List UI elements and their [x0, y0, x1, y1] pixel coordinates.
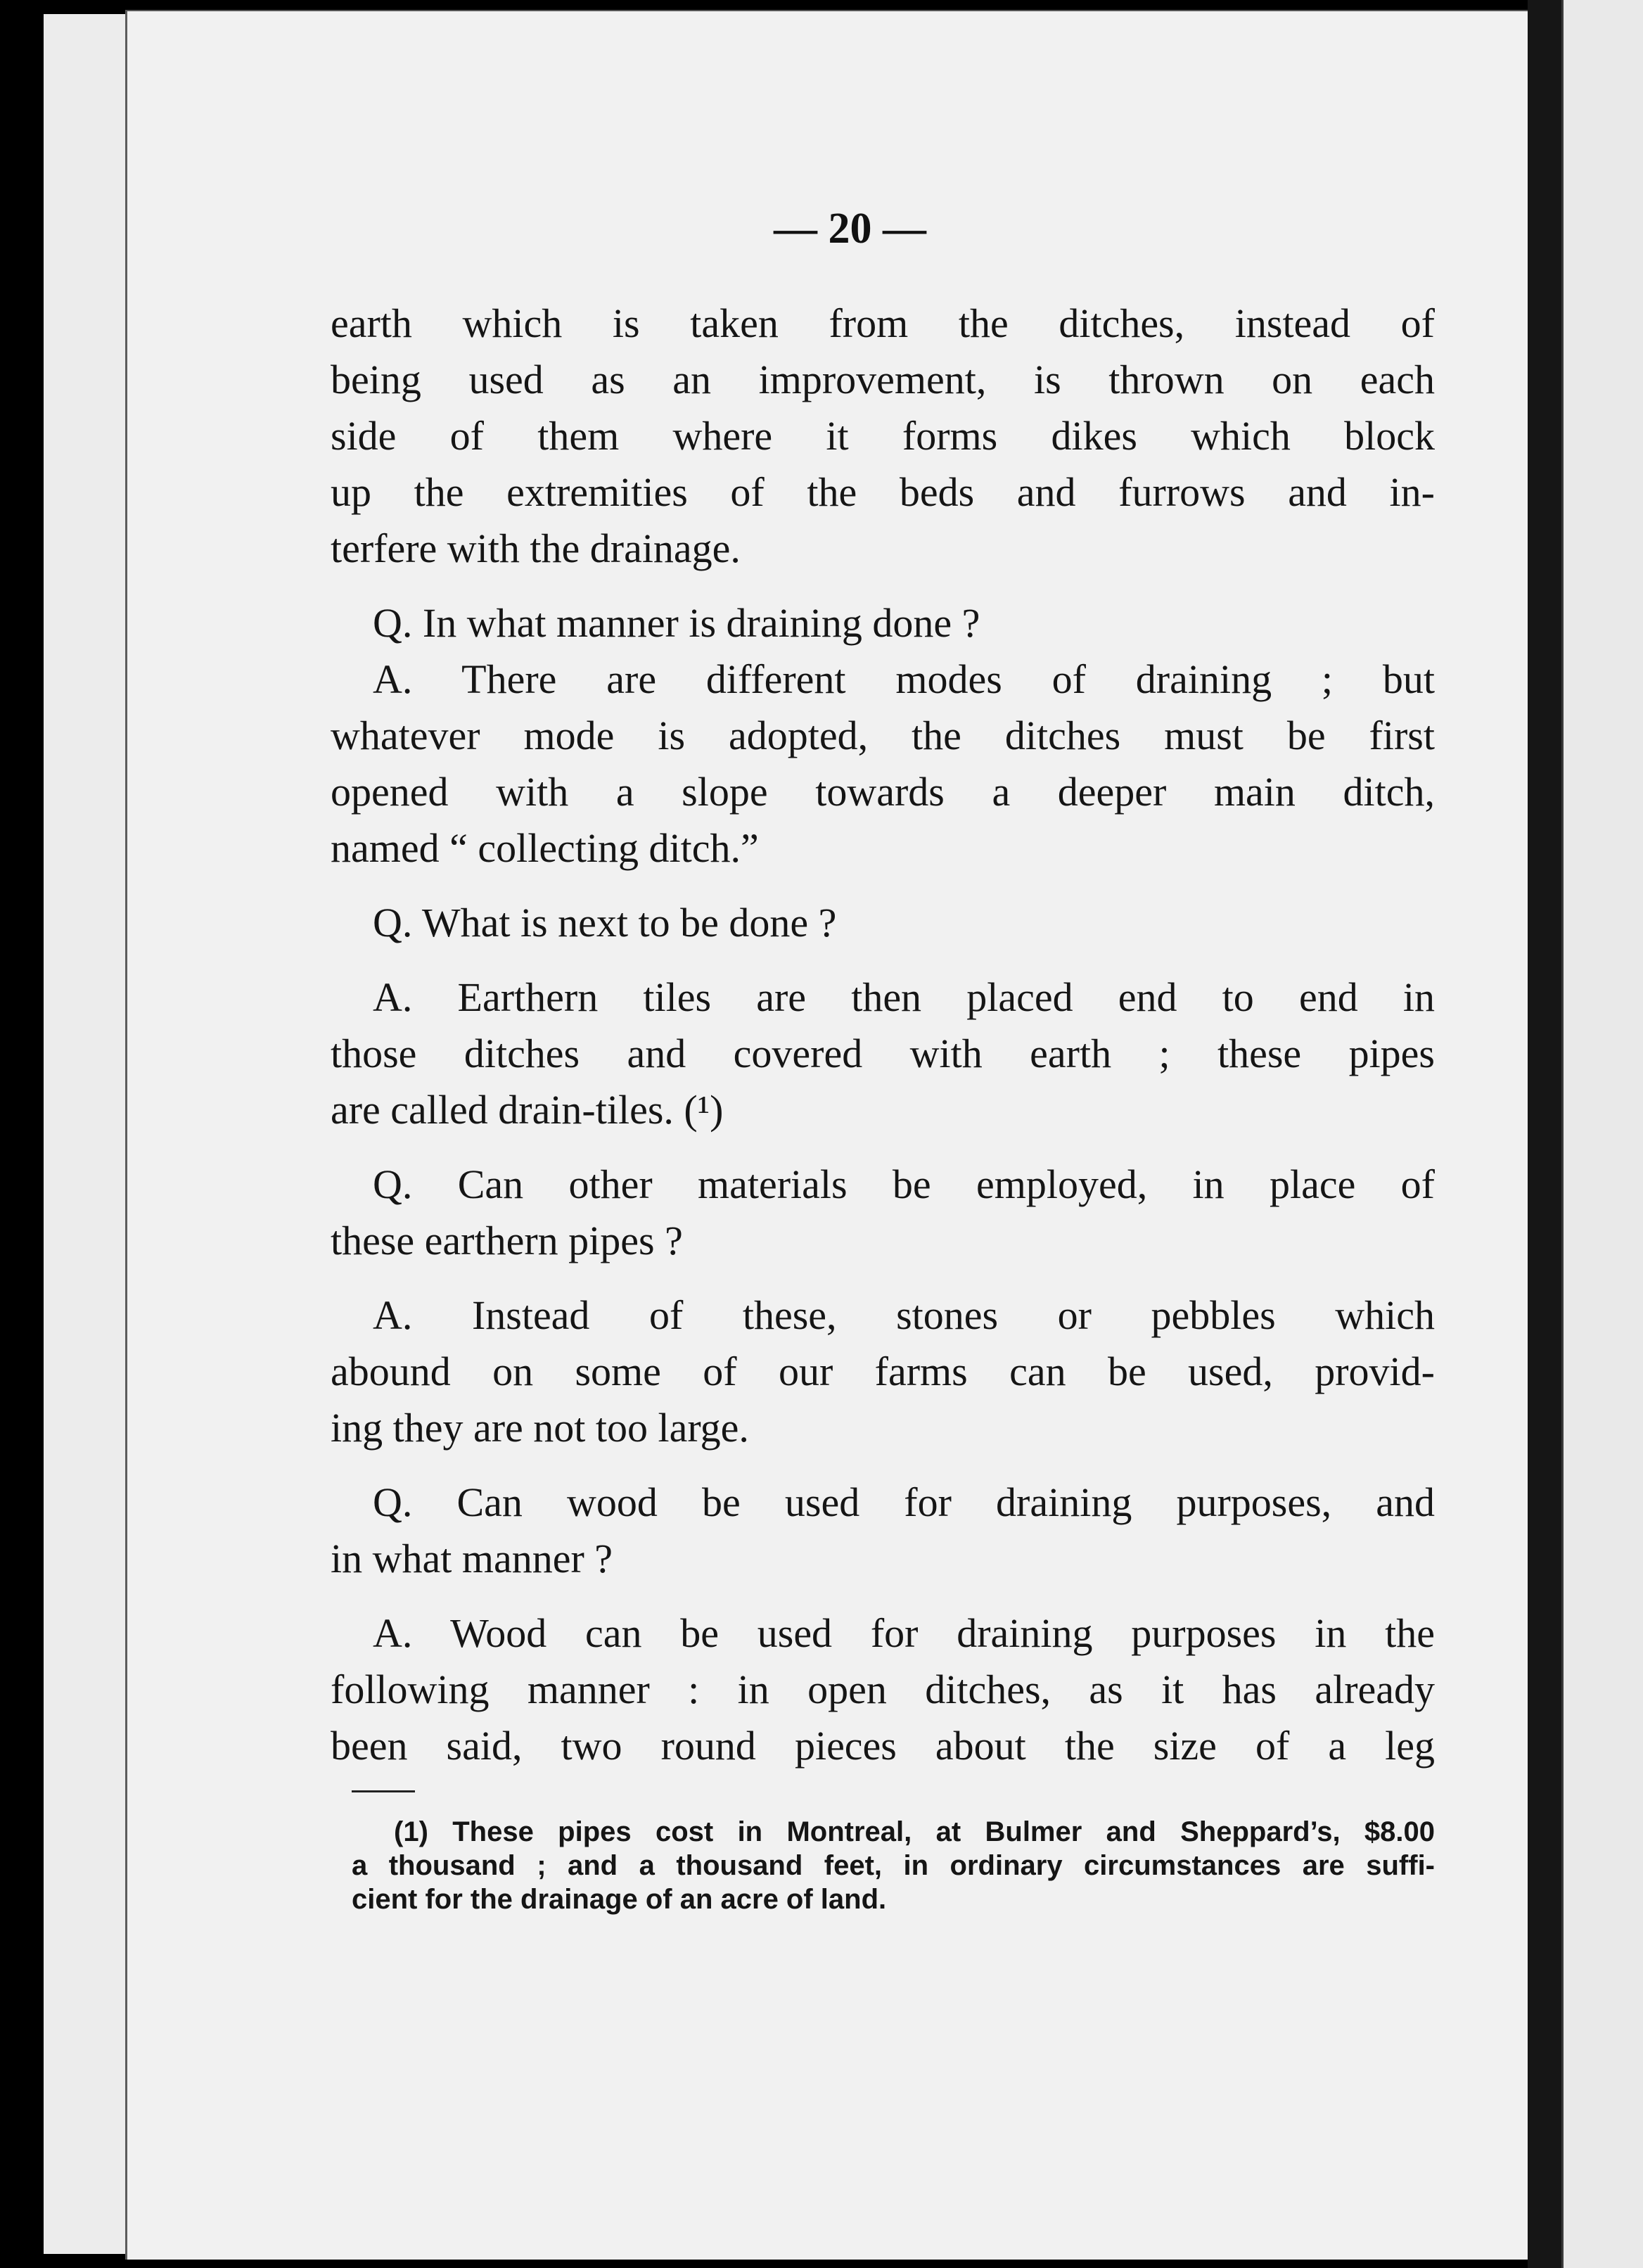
question: [331, 895, 1435, 951]
answer: [331, 969, 1435, 1138]
paragraph: [331, 295, 1435, 577]
text-line: abound on some of our farms can be used, provid-: [331, 1349, 1435, 1394]
text-line: these earthern pipes ?: [331, 1218, 683, 1263]
text-line: A. Wood can be used for draining purposes in the: [373, 1610, 1435, 1656]
text-line: earth which is taken from the ditches, instead of: [331, 300, 1435, 346]
text-line: up the extremities of the beds and furrows and in-: [331, 469, 1435, 515]
text-line: been said, two round pieces about the size of a leg: [331, 1723, 1435, 1769]
text-line: A. There are different modes of draining ; but: [373, 656, 1435, 702]
book-gutter: [1528, 0, 1561, 2268]
text-line: Q. In what manner is draining done ?: [373, 600, 980, 646]
text-line: A. Earthern tiles are then placed end to end in: [373, 974, 1435, 1020]
text-line: opened with a slope towards a deeper main ditch,: [331, 769, 1435, 815]
text-line: being used as an improvement, is thrown on each: [331, 357, 1435, 402]
text-line: A. Instead of these, stones or pebbles which: [373, 1292, 1435, 1338]
text-line: ing they are not too large.: [331, 1405, 749, 1451]
text-line: Q. Can wood be used for draining purposes, and: [373, 1479, 1435, 1525]
footnote: [352, 1815, 1435, 1916]
facing-page-edge: [1561, 0, 1643, 2268]
text-line: are called drain-tiles. (¹): [331, 1087, 724, 1133]
page-number: — 20 —: [774, 205, 926, 253]
text-line: side of them where it forms dikes which block: [331, 413, 1435, 459]
footnote-rule: [352, 1790, 415, 1792]
text-line: in what manner ?: [331, 1536, 613, 1581]
question: [331, 1474, 1435, 1587]
footnote-line: cient for the drainage of an acre of land.: [352, 1884, 887, 1915]
question: [331, 1157, 1435, 1269]
footnote-line: (1) These pipes cost in Montreal, at Bulmer and Sheppard’s, $8.00: [394, 1816, 1435, 1847]
text-line: following manner : in open ditches, as it has already: [331, 1667, 1435, 1712]
text-line: terfere with the drainage.: [331, 525, 741, 571]
footnote-line: a thousand ; and a thousand feet, in ordinary circumstances are suffi-: [352, 1850, 1435, 1881]
text-line: whatever mode is adopted, the ditches must be first: [331, 713, 1435, 758]
answer: [331, 1287, 1435, 1456]
answer: [331, 651, 1435, 877]
text-line: Q. What is next to be done ?: [373, 900, 837, 945]
text-line: named “ collecting ditch.”: [331, 825, 759, 871]
question: [331, 595, 1435, 651]
body-text: [331, 295, 1435, 1774]
answer: [331, 1605, 1435, 1774]
text-line: Q. Can other materials be employed, in place of: [373, 1161, 1435, 1207]
text-line: those ditches and covered with earth ; these pipes: [331, 1031, 1435, 1076]
